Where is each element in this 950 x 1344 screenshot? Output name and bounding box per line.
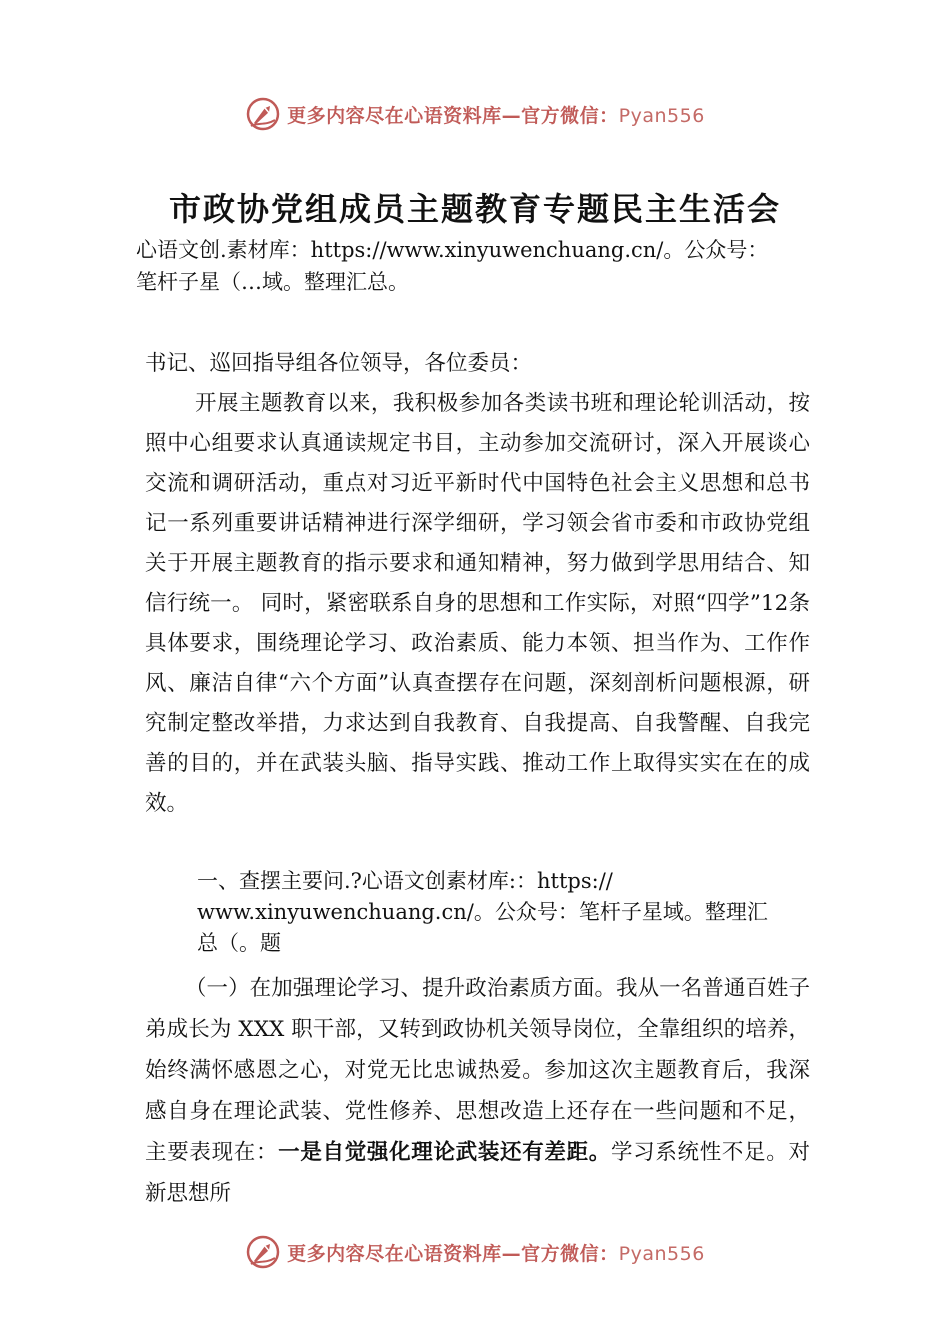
banner-text: 更多内容尽在心语资料库—官方微信：Pyan556 bbox=[287, 104, 705, 127]
banner-text: 更多内容尽在心语资料库—官方微信：Pyan556 bbox=[287, 1242, 705, 1265]
source-note bbox=[136, 234, 856, 298]
paragraph-1: 开展主题教育以来，我积极参加各类读书班和理论轮训活动，按照中心组要求认真通读规定书目，主动参加交流研讨，深入开展谈心交流和调研活动，重点对习近平新时代中国特色社会主义思想和总书记一系列重要讲话精神进行深学细研，学习领会省市委和市政协党组关于开展主题教育的指示要求和通知精神，努力做到学思用结合、知信行统一。 同时，紧密联系自身的思想和工作实际，对照“四学”12条具体要求，围绕理论学习、政治素质、能力本领、担当作为、工作作风、廉洁自律“六个方面”认真查摆存在问题，深刻剖析问题根源，研究制定整改举措，力求达到自我教育、自我提高、自我警醒、自我完善的目的，并在武装头脑、指导实践、推动工作上取得实实在在的成效。 bbox=[145, 391, 810, 816]
paragraph-2-continuation: 学习系统性不足。对新思想所 bbox=[145, 1140, 810, 1206]
pen-nib-logo-icon bbox=[245, 96, 281, 132]
salutation: 书记、巡回指导组各位领导，各位委员： bbox=[145, 351, 533, 376]
wechat-id: Pyan556 bbox=[618, 104, 705, 127]
wechat-id: Pyan556 bbox=[618, 1242, 705, 1265]
paragraph-2-bold-point: 一是自觉强化理论武装还有差距。 bbox=[278, 1140, 611, 1165]
pen-nib-logo-icon bbox=[245, 1234, 281, 1270]
header-watermark-banner bbox=[0, 92, 950, 136]
footer-watermark-banner bbox=[0, 1230, 950, 1274]
source-note-line-1: 心语文创.素材库：https://www.xinyuwenchuang.cn/。公众号： bbox=[136, 238, 769, 262]
section-heading-line-2: www.xinyuwenchuang.cn/。公众号：笔杆子星域。整理汇 bbox=[197, 900, 768, 924]
document-title: 市政协党组成员主题教育专题民主生活会 bbox=[168, 190, 781, 228]
section-heading-line-1: 一、查摆主要问.?心语文创素材库:：https:// bbox=[197, 869, 613, 893]
paragraph-2-text: （一）在加强理论学习、提升政治素质方面。我从一名普通百姓子弟成长为 XXX 职干部，又转到政协机关领导岗位，全靠组织的培养，始终满怀感恩之心，对党无比忠诚热爱。参加这次主题教育后，我深感自身在理论武装、党性修养、思想改造上还存在一些问题和不足，主要表现在： bbox=[145, 976, 810, 1165]
paragraph-2 bbox=[145, 968, 810, 1214]
source-note-line-2: 笔杆子星（…域。整理汇总。 bbox=[136, 270, 409, 294]
section-heading-line-3: 总（。题 bbox=[197, 931, 281, 955]
section-heading bbox=[197, 866, 837, 959]
